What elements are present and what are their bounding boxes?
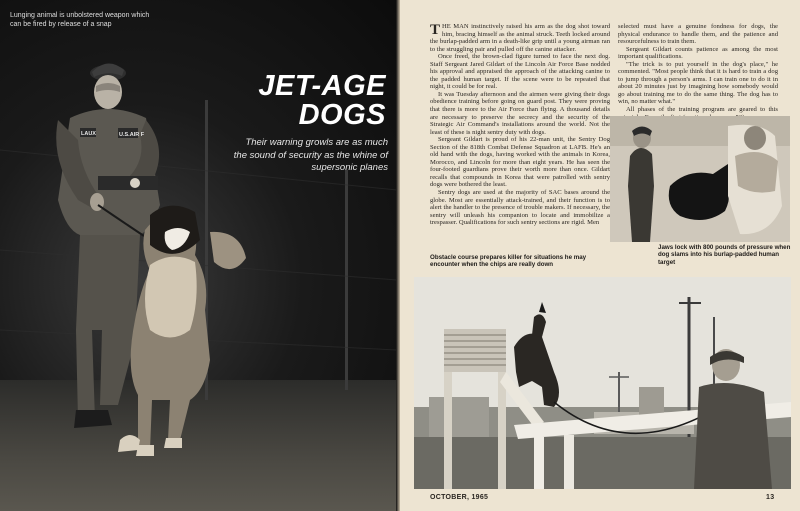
paragraph-9: All phases of the training program are geared to this [618, 106, 778, 121]
title-line-2: DOGS [298, 99, 386, 131]
attack-training-photo [610, 116, 790, 242]
paragraph-6: selected must have a genuine fondness for dogs, the physical endurance to handle them, and the patience and resourcefulness to train them. [618, 23, 778, 46]
left-page-photo [0, 0, 397, 511]
top-left-caption: Lunging animal is unbolstered weapon which can be fired by release of a snap [10, 12, 150, 28]
obstacle-course-illustration [414, 277, 791, 489]
paragraph-4: Sergeant Gildart is proud of his 22-man unit, the Sentry Dog Section of the 818th Combat Defense Squadron at LAFB. He's an old hand with the dogs, having worked with the animals in Korea, Morocco, and Lincoln for more than eight years. He has seen the four-footed guardians prove their worth more than once. Gildart recalls that compounds in Korea that were patrolled with sentry dogs were bothered the least. [430, 136, 610, 189]
paragraph-2: Once freed, the brown-clad figure turned to face the next dog. Staff Sergeant Jared Gildart of the Lincoln Air Force Base nodded his approval and appraised the approach of the attacking canine to the padded human target. If the scene were to be repeated that night, it could be for real. [430, 53, 610, 91]
page-number: 13 [766, 494, 775, 501]
footer-date: OCTOBER, 1965 [430, 494, 489, 501]
article-subtitle: Their warning growls are as much the sound of security as the whine of supersonic planes [233, 137, 388, 173]
obstacle-course-photo [414, 277, 791, 489]
paragraph-7: Sergeant Gildart counts patience as among the most important qualifications. [618, 45, 778, 61]
drop-cap: T [430, 22, 441, 38]
jaws-caption: Jaws lock with 800 pounds of pressure when dog slams into his burlap-padded human target [658, 244, 791, 266]
right-page [400, 0, 800, 511]
uniform-name-tag: LAUX [81, 131, 96, 137]
paragraph-3: It was Tuesday afternoon and the airmen were giving their dogs obedience training before going on guard post. They were proving that there is more to the Air Force than flying. A thousand details are necessary to preserve the secrecy and the security of the Strategic Air Command's installations around the world. Not the least of these is night sentry duty with dogs. [430, 90, 610, 136]
article-column-2 [618, 23, 778, 113]
article-column-1 [430, 23, 610, 248]
article-title [196, 72, 386, 130]
paragraph-8: "The trick is to put yourself in the dog's place," he commented. "Most people think that it is hard to train a dog to jump through a person's arms. I can train one to do it in about 20 minutes just by imagining how somebody would go about training me to do the same thing. The dog has to win, no matter what." [618, 60, 778, 106]
attack-training-illustration [610, 116, 790, 242]
uniform-branch-tag: U.S.AIR F [119, 132, 145, 138]
title-line-1: JET-AGE [258, 70, 386, 102]
paragraph-1: THE MAN instinctively raised his arm as the dog shot toward him, bracing himself as the animal struck. Teeth locked around the burlap-padded arm in a death-like grip until a young airman ran to the struggling pair and pulled off the canine attacker. [430, 22, 610, 53]
obstacle-caption: Obstacle course prepares killer for situations he may encounter when the chips are really down [430, 254, 587, 269]
paragraph-5: Sentry dogs are used at the majority of SAC bases around the globe. Most are essentially attack-trained, and their function is to alert the handler to the presence of trouble makers. If necessary, the sentry will unleash his companion to locate and immobilize a trespasser. Qualifications for such sentry sections are rigid. Men [430, 189, 610, 227]
